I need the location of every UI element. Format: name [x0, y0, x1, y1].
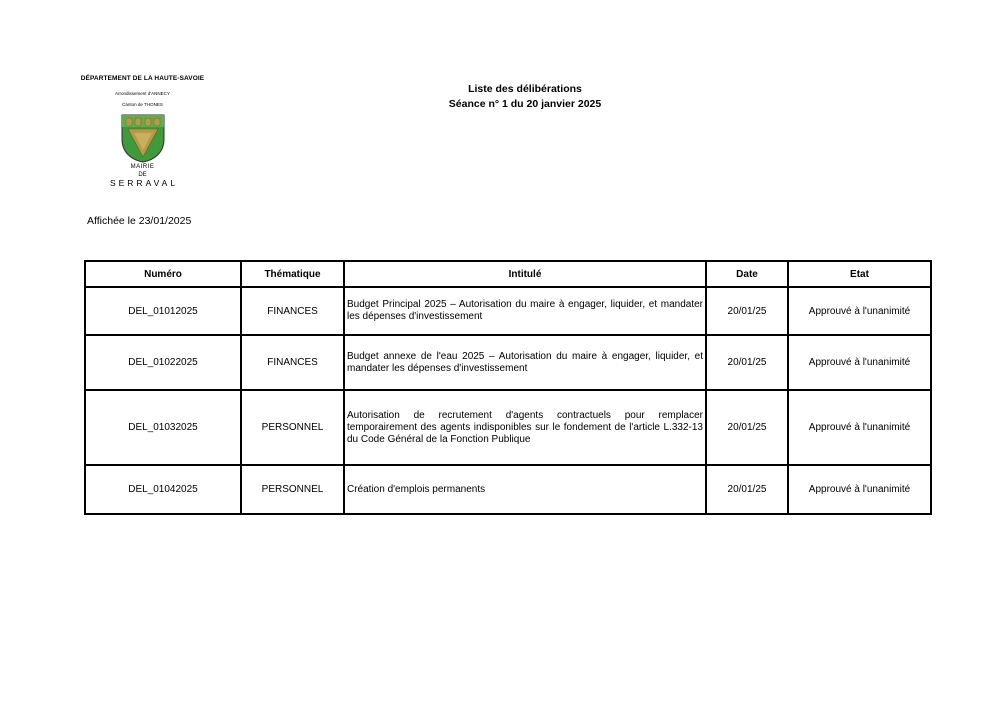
cell-numero: DEL_01032025: [85, 390, 241, 465]
table-row: [85, 335, 931, 390]
cell-etat: Approuvé à l'unanimité: [788, 390, 931, 465]
posted-date: Affichée le 23/01/2025: [87, 215, 192, 227]
canton: Canton de THONES: [122, 102, 163, 107]
cell-date: 20/01/25: [706, 465, 788, 514]
title-line-1: Liste des délibérations: [468, 83, 582, 95]
deliberations-table: [84, 260, 932, 515]
table-row: [85, 287, 931, 335]
mairie-label: MAIRIE: [130, 164, 155, 170]
cell-intitule: Création d'emplois permanents: [344, 465, 706, 514]
cell-etat: Approuvé à l'unanimité: [788, 287, 931, 335]
cell-intitule: Budget Principal 2025 – Autorisation du maire à engager, liquider, et mandater les dépenses d'investissement: [344, 287, 706, 335]
cell-numero: DEL_01022025: [85, 335, 241, 390]
cell-date: 20/01/25: [706, 287, 788, 335]
cell-numero: DEL_01042025: [85, 465, 241, 514]
de-label: DE: [138, 172, 147, 178]
cell-thematique: FINANCES: [241, 335, 344, 390]
cell-numero: DEL_01012025: [85, 287, 241, 335]
coat-of-arms-icon: [120, 113, 166, 163]
header-numero: Numéro: [85, 261, 241, 287]
cell-date: 20/01/25: [706, 335, 788, 390]
header-date: Date: [706, 261, 788, 287]
cell-intitule: Budget annexe de l'eau 2025 – Autorisation du maire à engager, liquider, et mandater les dépenses d'investissement: [344, 335, 706, 390]
letterhead: [80, 75, 205, 188]
document-title: [400, 82, 650, 112]
table-row: [85, 465, 931, 514]
cell-date: 20/01/25: [706, 390, 788, 465]
cell-thematique: PERSONNEL: [241, 390, 344, 465]
cell-thematique: PERSONNEL: [241, 465, 344, 514]
header-thematique: Thématique: [241, 261, 344, 287]
table-header-row: [85, 261, 931, 287]
town-name: SERRAVAL: [109, 178, 179, 188]
cell-etat: Approuvé à l'unanimité: [788, 335, 931, 390]
title-line-2: Séance n° 1 du 20 janvier 2025: [448, 98, 602, 110]
cell-intitule: Autorisation de recrutement d'agents contractuels pour remplacer temporairement des agents indisponibles sur le fondement de l'article L.332-13 du Code Général de la Fonction Publique: [344, 390, 706, 465]
cell-etat: Approuvé à l'unanimité: [788, 465, 931, 514]
cell-thematique: FINANCES: [241, 287, 344, 335]
table-row: [85, 390, 931, 465]
header-intitule: Intitulé: [344, 261, 706, 287]
department-name: DÉPARTEMENT DE LA HAUTE-SAVOIE: [80, 75, 205, 82]
arrondissement: Arrondissement d'ANNECY: [115, 91, 170, 96]
header-etat: Etat: [788, 261, 931, 287]
